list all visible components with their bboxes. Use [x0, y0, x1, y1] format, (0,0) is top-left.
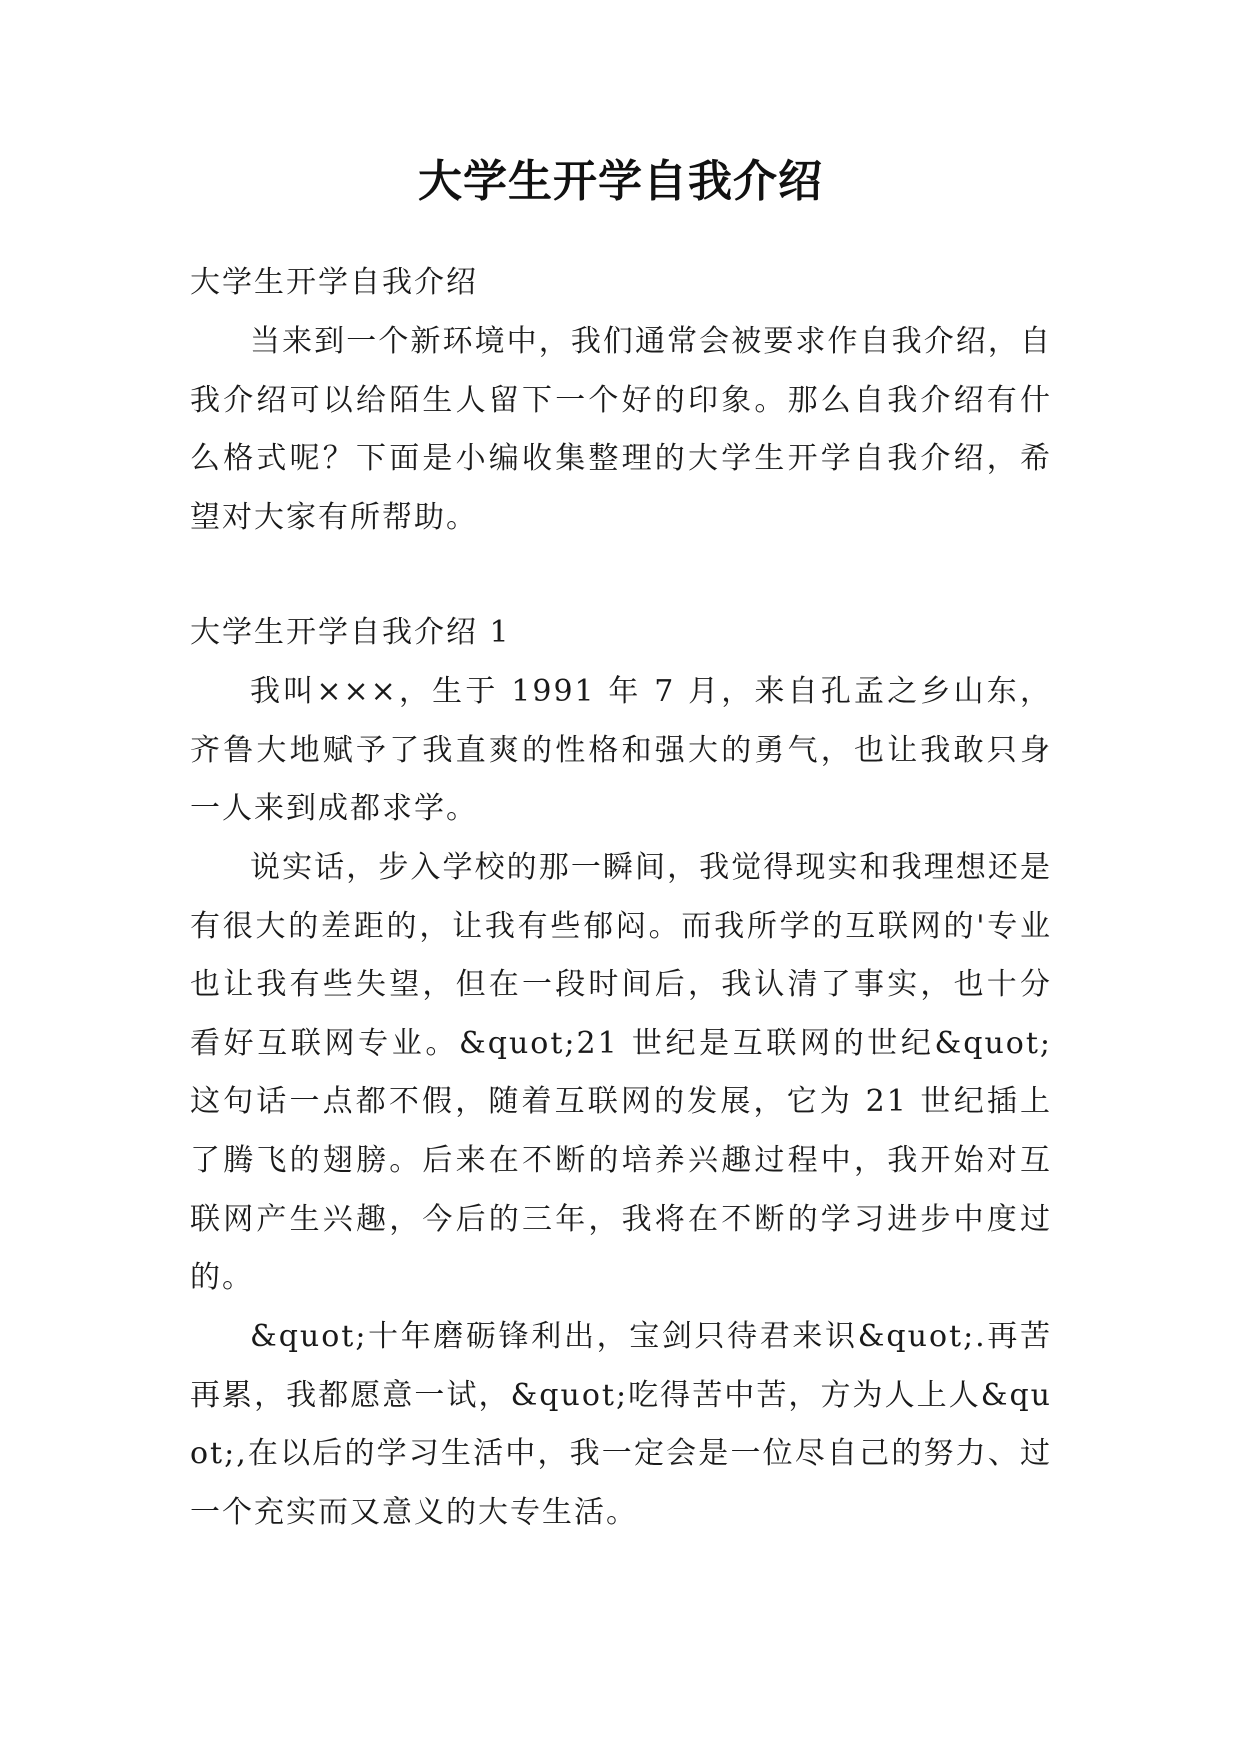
section1-heading: 大学生开学自我介绍 1 [190, 615, 511, 650]
section1-paragraph-2: 说实话，步入学校的那一瞬间，我觉得现实和我理想还是有很大的差距的，让我有些郁闷。而我所学的互联网的'专业也让我有些失望，但在一段时间后，我认清了事实，也十分看好互联网专业。&quot;21 世纪是互联网的世纪&quot;这句话一点都不假，随着互联网的发展，它为 21 世纪插上了腾飞的翅膀。后来在不断的培养兴趣过程中，我开始对互联网产生兴趣，今后的三年，我将在不断的学习进步中度过的。 [190, 850, 1052, 1296]
section1-paragraph-1: 我叫×××，生于 1991 年 7 月，来自孔孟之乡山东，齐鲁大地赋予了我直爽的性格和强大的勇气，也让我敢只身一人来到成都求学。 [190, 674, 1052, 827]
document-title: 大学生开学自我介绍 [418, 156, 823, 207]
intro-paragraph: 当来到一个新环境中，我们通常会被要求作自我介绍，自我介绍可以给陌生人留下一个好的印象。那么自我介绍有什么格式呢？下面是小编收集整理的大学生开学自我介绍，希望对大家有所帮助。 [190, 324, 1052, 535]
section1-paragraph-3: &quot;十年磨砺锋利出，宝剑只待君来识&quot;.再苦再累，我都愿意一试，&quot;吃得苦中苦，方为人上人&quot;,在以后的学习生活中，我一定会是一位尽自己的努力、过一个充实而又意义的大专生活。 [190, 1319, 1052, 1530]
intro-heading: 大学生开学自我介绍 [190, 265, 478, 300]
